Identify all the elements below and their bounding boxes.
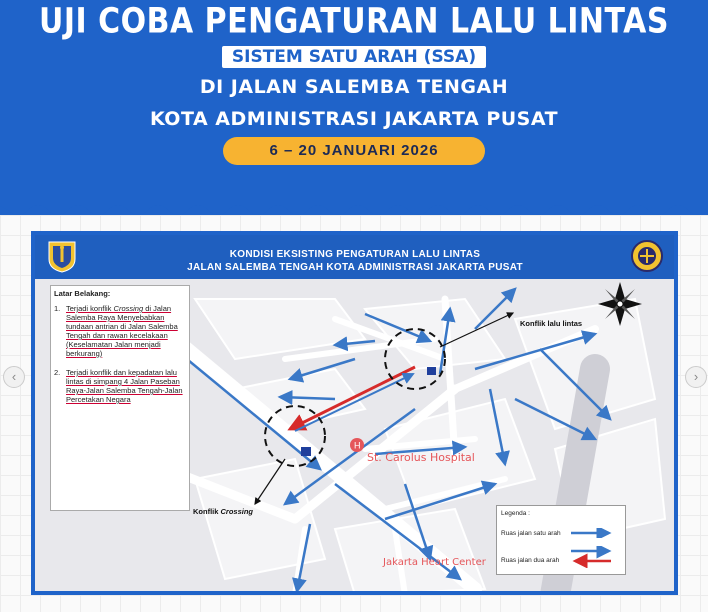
city-line: KOTA ADMINISTRASI JAKARTA PUSAT <box>149 108 559 130</box>
map-header <box>35 235 674 279</box>
dishub-emblem-icon <box>630 239 664 273</box>
svg-text:H: H <box>354 440 361 451</box>
heart-center-label: Jakarta Heart Center <box>383 557 486 568</box>
bus-stop-icon <box>301 447 311 456</box>
subtitle-badge: SISTEM SATU ARAH (SSA) <box>222 46 486 68</box>
chevron-right-icon: › <box>693 369 699 384</box>
carousel-prev-button[interactable] <box>3 366 25 388</box>
background-item-2: 2. Terjadi konflik dan kepadatan lalu lintas di simpang 4 Jalan Paseban Raya-Jalan Salemba Tengah-Jalan Percetakan Negara <box>54 368 183 404</box>
map-legend <box>496 505 626 575</box>
legend-two-way-label: Ruas jalan dua arah <box>501 557 560 564</box>
legend-title: Legenda : <box>501 510 530 517</box>
map-heading-line2: JALAN SALEMBA TENGAH KOTA ADMINISTRASI JAKARTA PUSAT <box>187 262 523 273</box>
background-info-box <box>50 285 190 511</box>
map-heading-line1: KONDISI EKSISTING PENGATURAN LALU LINTAS <box>229 249 481 260</box>
background-item-1: 1. Terjadi konflik Crossing di Jalan Salemba Raya Menyebabkan tundaan antrian di Jalan Salemba Tengah dan rawan kecelakaan (Keselamatan Jalan menjadi berkurang) <box>54 304 178 358</box>
legend-one-way-label: Ruas jalan satu arah <box>501 530 561 537</box>
conflict-crossing-label: Konflik Crossing <box>193 507 254 516</box>
date-pill: 6 – 20 JANUARI 2026 <box>223 137 485 165</box>
bus-stop-icon <box>427 367 436 375</box>
location-line: DI JALAN SALEMBA TENGAH <box>199 76 509 98</box>
page-title: UJI COBA PENGATURAN LALU LINTAS <box>38 1 669 42</box>
hospital-label: St. Carolus Hospital <box>367 451 475 464</box>
conflict-traffic-label: Konflik lalu lintas <box>520 319 583 328</box>
background-title: Latar Belakang: <box>54 289 111 298</box>
chevron-left-icon: ‹ <box>11 369 17 384</box>
map-card <box>31 231 678 595</box>
dki-emblem-icon <box>45 239 79 273</box>
one-way-arrow-icon <box>569 528 615 538</box>
carousel-next-button[interactable] <box>685 366 707 388</box>
two-way-arrow-icon <box>569 546 615 568</box>
